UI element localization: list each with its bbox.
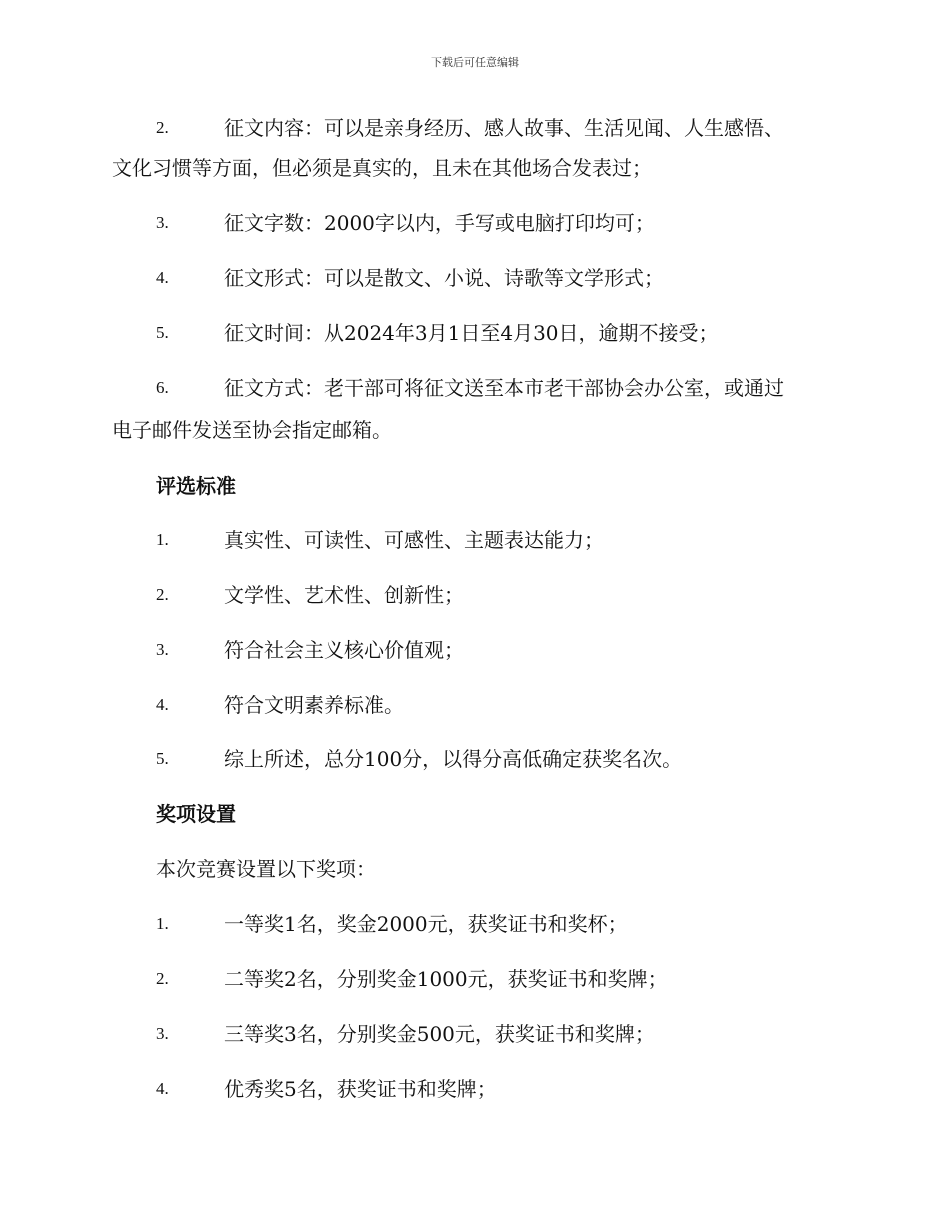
- item-text: 符合社会主义核心价值观；: [224, 638, 464, 662]
- item-text-continuation: 电子邮件发送至协会指定邮箱。: [112, 418, 392, 442]
- item-text: 符合文明素养标准。: [224, 693, 404, 717]
- item-number: 3.: [156, 213, 169, 232]
- item-number: 6.: [156, 378, 169, 397]
- item-text: 征文方式：老干部可将征文送至本市老干部协会办公室，或通过: [224, 376, 784, 400]
- item-text: 真实性、可读性、可感性、主题表达能力；: [224, 528, 604, 552]
- item-number: 5.: [156, 749, 169, 768]
- awards-intro: 本次竞赛设置以下奖项：: [156, 857, 376, 881]
- criteria-heading: 评选标准: [156, 474, 236, 498]
- item-text: 征文字数：2000字以内，手写或电脑打印均可；: [224, 211, 655, 235]
- item-text: 征文形式：可以是散文、小说、诗歌等文学形式；: [224, 266, 664, 290]
- item-number: 1.: [156, 530, 169, 549]
- item-text: 二等奖2名，分别奖金1000元，获奖证书和奖牌；: [224, 967, 668, 991]
- awards-heading: 奖项设置: [156, 802, 236, 826]
- item-number: 4.: [156, 1079, 169, 1098]
- item-number: 5.: [156, 323, 169, 342]
- page-header: 下载后可任意编辑: [431, 56, 519, 69]
- item-number: 3.: [156, 640, 169, 659]
- item-number: 1.: [156, 914, 169, 933]
- item-number: 4.: [156, 268, 169, 287]
- item-text: 综上所述，总分100分，以得分高低确定获奖名次。: [224, 747, 683, 771]
- item-number: 3.: [156, 1024, 169, 1043]
- item-number: 2.: [156, 585, 169, 604]
- item-text: 优秀奖5名，获奖证书和奖牌；: [224, 1077, 497, 1101]
- item-number: 2.: [156, 969, 169, 988]
- item-text: 征文内容：可以是亲身经历、感人故事、生活见闻、人生感悟、: [224, 116, 784, 140]
- item-text: 一等奖1名，奖金2000元，获奖证书和奖杯；: [224, 912, 628, 936]
- item-text-continuation: 文化习惯等方面，但必须是真实的，且未在其他场合发表过；: [112, 156, 652, 180]
- item-text: 文学性、艺术性、创新性；: [224, 583, 464, 607]
- item-number: 4.: [156, 695, 169, 714]
- item-text: 三等奖3名，分别奖金500元，获奖证书和奖牌；: [224, 1022, 655, 1046]
- item-text: 征文时间：从2024年3月1日至4月30日，逾期不接受；: [224, 321, 719, 345]
- item-number: 2.: [156, 118, 169, 137]
